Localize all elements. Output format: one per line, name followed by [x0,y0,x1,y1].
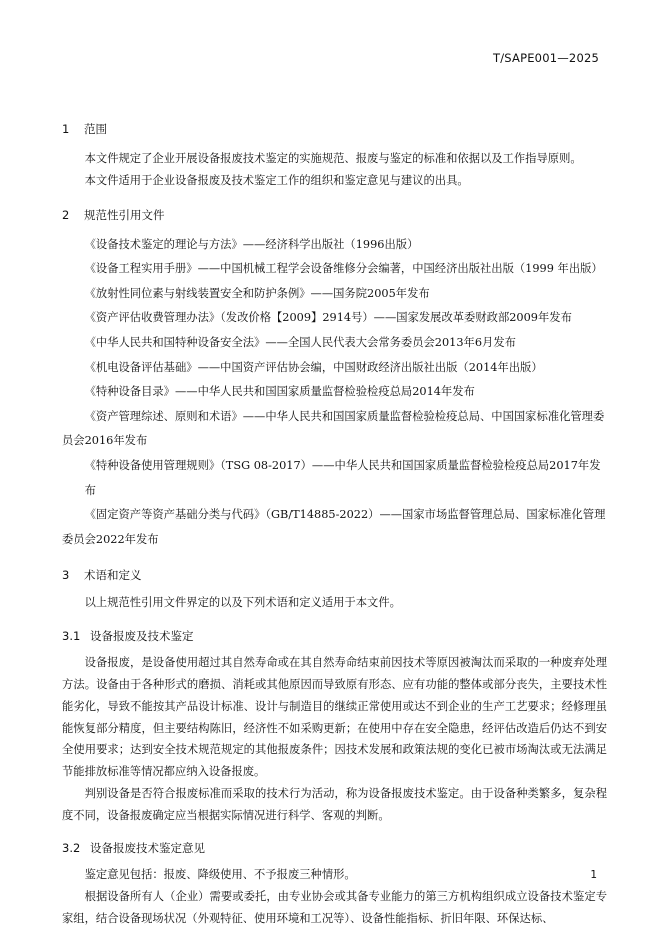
section-title: 术语和定义 [84,568,142,583]
section-title: 规范性引用文件 [84,207,165,222]
reference-item: 《资产评估收费管理办法》（发改价格【2009】2914号）——国家发展改革委财政部2009年发布 [84,311,572,325]
section-title: 设备报废及技术鉴定 [90,629,194,644]
section-scope-heading [62,120,607,138]
paragraph: 以上规范性引用文件界定的以及下列术语和定义适用于本文件。 [84,596,401,610]
paragraph: 设备报废，是设备使用超过其自然寿命或在其自然寿命结束前因技术等原因被淘汰而采取的一种废弃处理方法。设备由于各种形式的磨损、消耗或其他原因而导致原有形态、应有功能的整体或部分丧失，主要技术性能劣化，导致不能按其产品设计标准、设计与制造目的继续正常使用或达不到企业的生产工艺要求；经修理虽能恢复部分精度，但主要结构陈旧，经济性不如采购更新；在使用中存在安全隐患，经评估改造后仍达不到安全使用要求；达到安全技术规范规定的其他报废条件；因技术发展和政策法规的变化已被市场淘汰或无法满足节能排放标准等情况都应纳入设备报废。 [62,656,607,779]
section-number: 2 [62,207,70,222]
section-title: 设备报废技术鉴定意见 [90,841,205,856]
paragraph: 本文件适用于企业设备报废及技术鉴定工作的组织和鉴定意见与建议的出具。 [84,173,469,187]
section-number: 1 [62,122,70,136]
paragraph: 根据设备所有人（企业）需要或委托，由专业协会或其备专业能力的第三方机构组织成立设备技术鉴定专家组，结合设备现场状况（外观特征、使用环境和工况等）、设备性能指标、折旧年限、环保达标、 [62,890,607,926]
reference-item: 《固定资产等资产基础分类与代码》（GB/T14885-2022）——国家市场监督管理总局、国家标准化管理委员会2022年发布 [62,508,606,546]
reference-item: 《资产管理综述、原则和术语》——中华人民共和国国家质量监督检验检疫总局、中国国家标准化管理委员会2016年发布 [62,409,605,448]
section-references-heading [62,206,607,224]
paragraph: 本文件规定了企业开展设备报废技术鉴定的实施规范、报废与鉴定的标准和依据以及工作指导原则。 [84,152,582,165]
reference-item: 《中华人民共和国特种设备安全法》——全国人民代表大会常务委员会2013年6月发布 [84,335,516,349]
paragraph: 判别设备是否符合报废标准而采取的技术行为活动，称为设备报废技术鉴定。由于设备种类繁多，复杂程度不同，设备报废确定应当根据实际情况进行科学、客观的判断。 [62,786,607,822]
reference-item: 《设备技术鉴定的理论与方法》——经济科学出版社（1996出版） [84,237,419,251]
reference-item: 《特种设备目录》——中华人民共和国国家质量监督检验检疫总局2014年发布 [84,385,475,399]
section-title: 范围 [84,122,107,136]
section-3-2-heading [62,839,607,857]
document-body [62,120,607,930]
section-terms-heading [62,566,607,584]
reference-item: 《放射性同位素与射线装置安全和防护条例》——国务院2005年发布 [84,286,430,300]
reference-item: 《特种设备使用管理规则》（TSG 08-2017）——中华人民共和国国家质量监督检验检疫总局2017年发布 [84,458,601,497]
section-number: 3.1 [62,629,81,644]
paragraph: 鉴定意见包括：报废、降级使用、不予报废三种情形。 [84,868,356,882]
reference-item: 《设备工程实用手册》——中国机械工程学会设备维修分会编著，中国经济出版社出版（1999 年出版） [84,262,603,276]
section-number: 3.2 [62,841,81,856]
reference-item: 《机电设备评估基础》——中国资产评估协会编，中国财政经济出版社出版（2014年出版） [84,360,543,374]
page-number: 1 [590,869,597,881]
section-number: 3 [62,568,70,583]
standard-code: T/SAPE001—2025 [493,51,599,65]
section-3-1-heading [62,627,607,645]
